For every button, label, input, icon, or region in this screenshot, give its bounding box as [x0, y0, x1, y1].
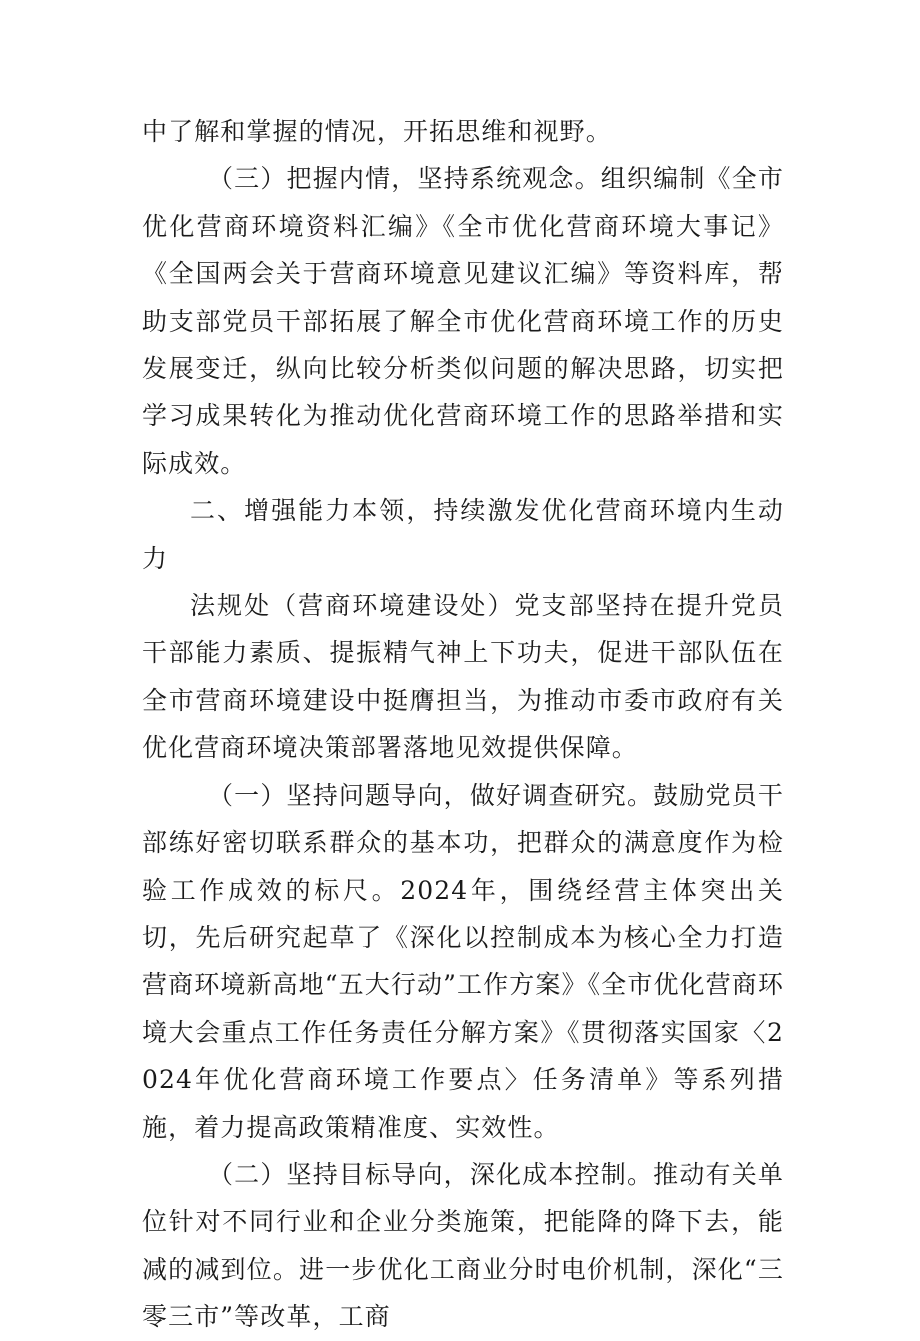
- paragraph-section-3: （三）把握内情，坚持系统观念。组织编制《全市优化营商环境资料汇编》《全市优化营商环境大事记》《全国两会关于营商环境意见建议汇编》等资料库，帮助支部党员干部拓展了解全市优化营商环境工作的历史发展变迁，纵向比较分析类似问题的解决思路，切实把学习成果转化为推动优化营商环境工作的思路举措和实际成效。: [142, 164, 784, 478]
- document-page: [142, 108, 784, 1341]
- paragraph-subsection-2: （二）坚持目标导向，深化成本控制。推动有关单位针对不同行业和企业分类施策，把能降的降下去，能减的减到位。进一步优化工商业分时电价机制，深化“三零三市”等改革，工商: [142, 1159, 784, 1332]
- section-heading-2: 二、增强能力本领，持续激发优化营商环境内生动力: [142, 496, 784, 573]
- paragraph-subsection-1: （一）坚持问题导向，做好调查研究。鼓励党员干部练好密切联系群众的基本功，把群众的满意度作为检验工作成效的标尺。2024年，围绕经营主体突出关切，先后研究起草了《深化以控制成本为核心全力打造营商环境新高地“五大行动”工作方案》《全市优化营商环境大会重点工作任务责任分解方案》《贯彻落实国家〈2024年优化营商环境工作要点〉任务清单》等系列措施，着力提高政策精准度、实效性。: [142, 780, 784, 1142]
- paragraph-continuation: 中了解和掌握的情况，开拓思维和视野。: [142, 117, 612, 146]
- paragraph-intro: 法规处（营商环境建设处）党支部坚持在提升党员干部能力素质、提振精气神上下功夫，促进干部队伍在全市营商环境建设中挺膺担当，为推动市委市政府有关优化营商环境决策部署落地见效提供保障。: [142, 591, 784, 763]
